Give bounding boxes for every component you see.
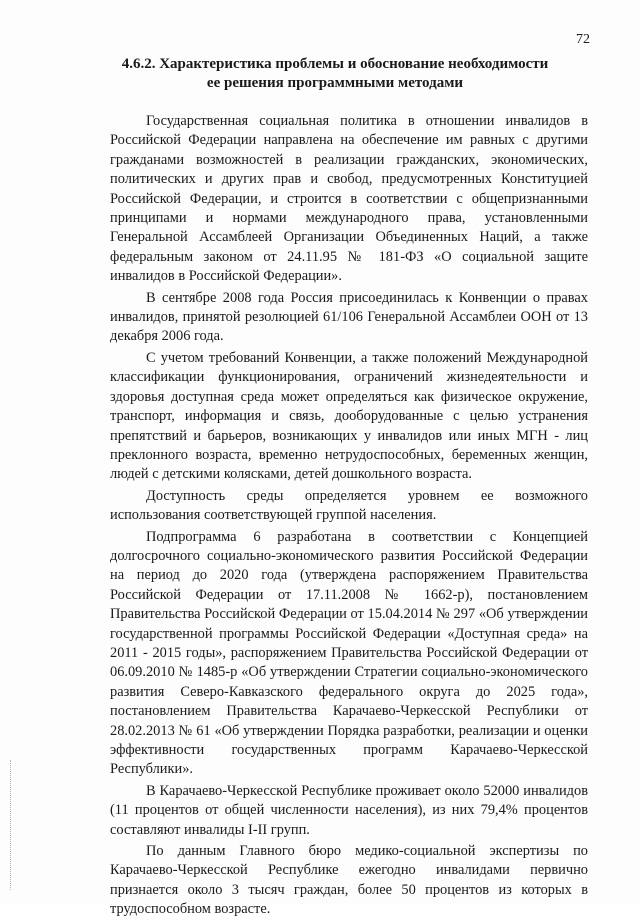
body-text <box>110 112 588 920</box>
section-heading <box>100 55 570 93</box>
paragraph-accessibility-level: Доступность среды определяется уровнем ее возможного использования соответствующей группой населения. <box>110 487 588 524</box>
page-number: 72 <box>576 32 590 47</box>
paragraph-disabled-population: В Карачаево-Черкесской Республике проживает около 52000 инвалидов (11 процентов от общей численности населения), из них 79,4% процентов составляют инвалиды I-II групп. <box>110 782 588 838</box>
paragraph-subprogram-basis: Подпрограмма 6 разработана в соответствии с Концепцией долгосрочного социально-экономического развития Российской Федерации на период до 2020 года (утверждена распоряжением Правительства Российской Федерации от 17.11.2008 № 1662-р), постановлением Правительства Российской Федерации от 15.04.2014 № 297 «Об утверждении государственной программы Российской Федерации «Доступная среда» на 2011 - 2015 годы», распоряжением Правительства Российской Федерации от 06.09.2010 № 1485-р «Об утверждении Стратегии социально-экономического развития Северо-Кавказского федерального округа до 2025 года», постановлением Правительства Карачаево-Черкесской Республики от 28.02.2013 № 61 «Об утверждении Порядка разработки, реализации и оценки эффективности государственных программ Карачаево-Черкесской Республики». <box>110 528 588 778</box>
paragraph-accessible-environment: С учетом требований Конвенции, а также положений Международной классификации функционирования, ограничений жизнедеятельности и здоровья доступная среда может определяться как физическое окружение, транспорт, информация и связь, дооборудованные с целью устранения препятствий и барьеров, возникающих у инвалидов или иных МГН - лиц преклонного возраста, временно нетрудоспособных, беременных женщин, людей с детскими колясками, детей дошкольного возраста. <box>110 349 588 483</box>
scan-margin-marks <box>10 760 13 890</box>
section-heading-line-1: 4.6.2. Характеристика проблемы и обоснование необходимости <box>121 56 549 72</box>
paragraph-expert-bureau-data: По данным Главного бюро медико-социальной экспертизы по Карачаево-Черкесской Республике ежегодно инвалидами первично признается около 3 тысяч граждан, более 50 процентов из которых в трудоспособном возрасте. <box>110 843 588 918</box>
paragraph-convention: В сентябре 2008 года Россия присоединилась к Конвенции о правах инвалидов, принятой резолюцией 61/106 Генеральной Ассамблеи ООН от 13 декабря 2006 года. <box>110 289 588 345</box>
section-heading-line-2: ее решения программными методами <box>206 75 464 91</box>
paragraph-social-policy: Государственная социальная политика в отношении инвалидов в Российской Федерации направлена на обеспечение им равных с другими гражданами возможностей в реализации гражданских, экономических, политических и других прав и свобод, предусмотренных Конституцией Российской Федерации, и строится в соответствии с общепризнанными принципами и нормами международного права, установленными Генеральной Ассамблеей Организации Объединенных Наций, а также федеральным законом от 24.11.95 № 181-ФЗ «О социальной защите инвалидов в Российской Федерации». <box>110 113 588 285</box>
